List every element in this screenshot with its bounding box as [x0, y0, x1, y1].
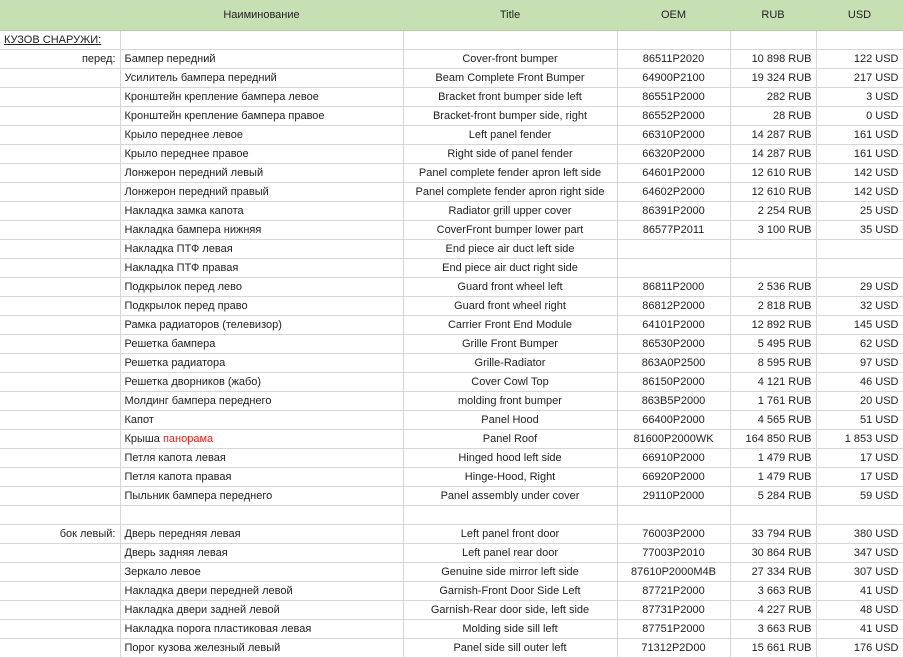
usd-cell: 41 USD [816, 582, 903, 601]
oem-cell: 77003P2010 [617, 544, 730, 563]
usd-cell: 62 USD [816, 335, 903, 354]
title-cell: Garnish-Rear door side, left side [403, 601, 617, 620]
group-cell [0, 240, 120, 259]
table-row [0, 411, 903, 430]
rub-cell: 27 334 RUB [730, 563, 816, 582]
oem-cell: 86812P2000 [617, 297, 730, 316]
name-cell: Накладка двери передней левой [120, 582, 403, 601]
name-cell: Подкрылок перед лево [120, 278, 403, 297]
oem-cell: 71312P2D00 [617, 639, 730, 658]
table-row [0, 69, 903, 88]
usd-cell [816, 240, 903, 259]
rub-cell: 4 121 RUB [730, 373, 816, 392]
table-row [0, 126, 903, 145]
header-name: Наиминование [120, 0, 403, 31]
usd-cell: 0 USD [816, 107, 903, 126]
rub-cell: 3 663 RUB [730, 582, 816, 601]
oem-cell: 86811P2000 [617, 278, 730, 297]
title-cell: Grille-Radiator [403, 354, 617, 373]
empty-cell [617, 31, 730, 50]
table-row [0, 563, 903, 582]
rub-cell: 2 254 RUB [730, 202, 816, 221]
oem-cell: 863A0P2500 [617, 354, 730, 373]
rub-cell: 2 818 RUB [730, 297, 816, 316]
title-cell: Cover-front bumper [403, 50, 617, 69]
oem-cell: 86150P2000 [617, 373, 730, 392]
table-row [0, 449, 903, 468]
usd-cell: 32 USD [816, 297, 903, 316]
oem-cell: 86552P2000 [617, 107, 730, 126]
rub-cell: 1 761 RUB [730, 392, 816, 411]
usd-cell: 347 USD [816, 544, 903, 563]
title-cell: Guard front wheel right [403, 297, 617, 316]
group-cell [0, 88, 120, 107]
table-row [0, 468, 903, 487]
name-cell: Молдинг бампера переднего [120, 392, 403, 411]
group-cell [0, 259, 120, 278]
group-cell [0, 430, 120, 449]
name-cell: Крыло переднее левое [120, 126, 403, 145]
group-cell [0, 278, 120, 297]
title-cell: CoverFront bumper lower part [403, 221, 617, 240]
usd-cell: 307 USD [816, 563, 903, 582]
group-cell [0, 601, 120, 620]
title-cell: Hinge-Hood, Right [403, 468, 617, 487]
name-cell: Зеркало левое [120, 563, 403, 582]
oem-cell: 86551P2000 [617, 88, 730, 107]
rub-cell: 3 100 RUB [730, 221, 816, 240]
title-cell: Left panel front door [403, 525, 617, 544]
rub-cell: 30 864 RUB [730, 544, 816, 563]
title-cell: Grille Front Bumper [403, 335, 617, 354]
title-cell [403, 506, 617, 525]
table-row [0, 620, 903, 639]
usd-cell: 142 USD [816, 164, 903, 183]
group-cell [0, 620, 120, 639]
section-title: КУЗОВ СНАРУЖИ: [0, 31, 120, 50]
table-row [0, 392, 903, 411]
oem-cell: 87610P2000M4B [617, 563, 730, 582]
table-header [0, 0, 903, 31]
rub-cell [730, 506, 816, 525]
name-cell: Кронштейн крепление бампера правое [120, 107, 403, 126]
usd-cell: 17 USD [816, 449, 903, 468]
title-cell: molding front bumper [403, 392, 617, 411]
group-cell: бок левый: [0, 525, 120, 544]
name-cell: Накладка порога пластиковая левая [120, 620, 403, 639]
group-cell [0, 487, 120, 506]
table-row [0, 202, 903, 221]
oem-cell [617, 240, 730, 259]
rub-cell: 3 663 RUB [730, 620, 816, 639]
rub-cell: 28 RUB [730, 107, 816, 126]
title-cell: Panel complete fender apron right side [403, 183, 617, 202]
title-cell: Beam Complete Front Bumper [403, 69, 617, 88]
name-cell: Решетка бампера [120, 335, 403, 354]
oem-cell: 64601P2000 [617, 164, 730, 183]
usd-cell: 176 USD [816, 639, 903, 658]
title-cell: End piece air duct left side [403, 240, 617, 259]
rub-cell: 33 794 RUB [730, 525, 816, 544]
title-cell: Bracket front bumper side left [403, 88, 617, 107]
usd-cell: 161 USD [816, 126, 903, 145]
table-row [0, 240, 903, 259]
table-row [0, 430, 903, 449]
name-cell: Рамка радиаторов (телевизор) [120, 316, 403, 335]
table-row [0, 221, 903, 240]
title-cell: Panel Hood [403, 411, 617, 430]
usd-cell [816, 259, 903, 278]
oem-cell [617, 259, 730, 278]
table-row [0, 373, 903, 392]
rub-cell: 282 RUB [730, 88, 816, 107]
oem-cell: 87721P2000 [617, 582, 730, 601]
table-row [0, 164, 903, 183]
table-row [0, 525, 903, 544]
oem-cell: 87731P2000 [617, 601, 730, 620]
name-cell: Дверь передняя левая [120, 525, 403, 544]
rub-cell: 12 610 RUB [730, 183, 816, 202]
name-cell: Бампер передний [120, 50, 403, 69]
oem-cell: 64602P2000 [617, 183, 730, 202]
oem-cell: 76003P2000 [617, 525, 730, 544]
group-cell [0, 392, 120, 411]
oem-cell: 87751P2000 [617, 620, 730, 639]
usd-cell: 35 USD [816, 221, 903, 240]
rub-cell: 10 898 RUB [730, 50, 816, 69]
header-title: Title [403, 0, 617, 31]
table-row [0, 487, 903, 506]
rub-cell: 164 850 RUB [730, 430, 816, 449]
name-cell: Лонжерон передний правый [120, 183, 403, 202]
usd-cell: 29 USD [816, 278, 903, 297]
name-cell: Усилитель бампера передний [120, 69, 403, 88]
group-cell [0, 411, 120, 430]
empty-cell [816, 31, 903, 50]
section-row [0, 31, 903, 50]
header-oem: OEM [617, 0, 730, 31]
name-cell: Решетка радиатора [120, 354, 403, 373]
name-cell [120, 430, 403, 449]
usd-cell: 59 USD [816, 487, 903, 506]
name-cell: Петля капота левая [120, 449, 403, 468]
rub-cell: 2 536 RUB [730, 278, 816, 297]
title-cell: Hinged hood left side [403, 449, 617, 468]
oem-cell: 64101P2000 [617, 316, 730, 335]
name-cell: Кронштейн крепление бампера левое [120, 88, 403, 107]
name-text: Крыша [124, 433, 163, 445]
group-cell [0, 107, 120, 126]
name-cell: Петля капота правая [120, 468, 403, 487]
rub-cell: 14 287 RUB [730, 145, 816, 164]
oem-cell: 64900P2100 [617, 69, 730, 88]
title-cell: Panel side sill outer left [403, 639, 617, 658]
rub-cell: 15 661 RUB [730, 639, 816, 658]
usd-cell: 145 USD [816, 316, 903, 335]
rub-cell: 1 479 RUB [730, 468, 816, 487]
table-row [0, 335, 903, 354]
usd-cell: 46 USD [816, 373, 903, 392]
name-cell: Накладка ПТФ левая [120, 240, 403, 259]
table-row [0, 297, 903, 316]
title-cell: Panel Roof [403, 430, 617, 449]
table-row [0, 107, 903, 126]
oem-cell: 863B5P2000 [617, 392, 730, 411]
usd-cell: 161 USD [816, 145, 903, 164]
oem-cell: 66320P2000 [617, 145, 730, 164]
table-row [0, 278, 903, 297]
name-cell: Дверь задняя левая [120, 544, 403, 563]
rub-cell: 1 479 RUB [730, 449, 816, 468]
title-cell: Carrier Front End Module [403, 316, 617, 335]
usd-cell: 25 USD [816, 202, 903, 221]
group-cell [0, 449, 120, 468]
group-cell [0, 297, 120, 316]
usd-cell: 217 USD [816, 69, 903, 88]
group-cell [0, 468, 120, 487]
title-cell: Genuine side mirror left side [403, 563, 617, 582]
table-row [0, 145, 903, 164]
title-cell: End piece air duct right side [403, 259, 617, 278]
usd-cell: 17 USD [816, 468, 903, 487]
usd-cell [816, 506, 903, 525]
title-cell: Left panel fender [403, 126, 617, 145]
title-cell: Left panel rear door [403, 544, 617, 563]
rub-cell: 5 495 RUB [730, 335, 816, 354]
usd-cell: 142 USD [816, 183, 903, 202]
group-cell [0, 354, 120, 373]
empty-cell [730, 31, 816, 50]
rub-cell: 4 565 RUB [730, 411, 816, 430]
rub-cell: 5 284 RUB [730, 487, 816, 506]
group-cell [0, 164, 120, 183]
rub-cell: 12 892 RUB [730, 316, 816, 335]
group-cell: перед: [0, 50, 120, 69]
title-cell: Right side of panel fender [403, 145, 617, 164]
oem-cell: 66310P2000 [617, 126, 730, 145]
oem-cell [617, 506, 730, 525]
oem-cell: 86511P2020 [617, 50, 730, 69]
empty-cell [403, 31, 617, 50]
group-cell [0, 563, 120, 582]
table-row [0, 354, 903, 373]
group-cell [0, 316, 120, 335]
table-row [0, 316, 903, 335]
oem-cell: 81600P2000WK [617, 430, 730, 449]
oem-cell: 66920P2000 [617, 468, 730, 487]
empty-cell [120, 31, 403, 50]
table-row [0, 183, 903, 202]
name-cell: Подкрылок перед право [120, 297, 403, 316]
header-usd: USD [816, 0, 903, 31]
usd-cell: 51 USD [816, 411, 903, 430]
usd-cell: 41 USD [816, 620, 903, 639]
name-highlight: панорама [162, 433, 214, 445]
usd-cell: 122 USD [816, 50, 903, 69]
name-cell: Решетка дворников (жабо) [120, 373, 403, 392]
group-cell [0, 335, 120, 354]
table-row [0, 88, 903, 107]
title-cell: Radiator grill upper cover [403, 202, 617, 221]
header-rub: RUB [730, 0, 816, 31]
title-cell: Garnish-Front Door Side Left [403, 582, 617, 601]
table-row [0, 259, 903, 278]
name-cell: Крыло переднее правое [120, 145, 403, 164]
name-cell: Накладка двери задней левой [120, 601, 403, 620]
rub-cell: 12 610 RUB [730, 164, 816, 183]
group-cell [0, 544, 120, 563]
rub-cell [730, 240, 816, 259]
usd-cell: 380 USD [816, 525, 903, 544]
usd-cell: 1 853 USD [816, 430, 903, 449]
name-cell: Накладка ПТФ правая [120, 259, 403, 278]
name-cell: Накладка замка капота [120, 202, 403, 221]
name-cell [120, 506, 403, 525]
usd-cell: 48 USD [816, 601, 903, 620]
oem-cell: 86577P2011 [617, 221, 730, 240]
rub-cell: 8 595 RUB [730, 354, 816, 373]
header-group [0, 0, 120, 31]
oem-cell: 29110P2000 [617, 487, 730, 506]
usd-cell: 97 USD [816, 354, 903, 373]
title-cell: Cover Cowl Top [403, 373, 617, 392]
oem-cell: 86391P2000 [617, 202, 730, 221]
group-cell [0, 506, 120, 525]
rub-cell [730, 259, 816, 278]
table-row [0, 601, 903, 620]
group-cell [0, 145, 120, 164]
group-cell [0, 126, 120, 145]
name-cell: Лонжерон передний левый [120, 164, 403, 183]
table-body [0, 31, 903, 658]
oem-cell: 66400P2000 [617, 411, 730, 430]
rub-cell: 19 324 RUB [730, 69, 816, 88]
title-cell: Panel complete fender apron left side [403, 164, 617, 183]
rub-cell: 14 287 RUB [730, 126, 816, 145]
usd-cell: 3 USD [816, 88, 903, 107]
oem-cell: 86530P2000 [617, 335, 730, 354]
table-row [0, 582, 903, 601]
oem-cell: 66910P2000 [617, 449, 730, 468]
title-cell: Bracket-front bumper side, right [403, 107, 617, 126]
name-cell: Накладка бампера нижняя [120, 221, 403, 240]
table-row [0, 50, 903, 69]
title-cell: Molding side sill left [403, 620, 617, 639]
table-row [0, 506, 903, 525]
name-cell: Пыльник бампера переднего [120, 487, 403, 506]
table-row [0, 544, 903, 563]
group-cell [0, 69, 120, 88]
header-row [0, 0, 903, 31]
usd-cell: 20 USD [816, 392, 903, 411]
title-cell: Panel assembly under cover [403, 487, 617, 506]
title-cell: Guard front wheel left [403, 278, 617, 297]
rub-cell: 4 227 RUB [730, 601, 816, 620]
group-cell [0, 373, 120, 392]
name-cell: Порог кузова железный левый [120, 639, 403, 658]
group-cell [0, 221, 120, 240]
group-cell [0, 202, 120, 221]
name-cell: Капот [120, 411, 403, 430]
group-cell [0, 582, 120, 601]
group-cell [0, 183, 120, 202]
